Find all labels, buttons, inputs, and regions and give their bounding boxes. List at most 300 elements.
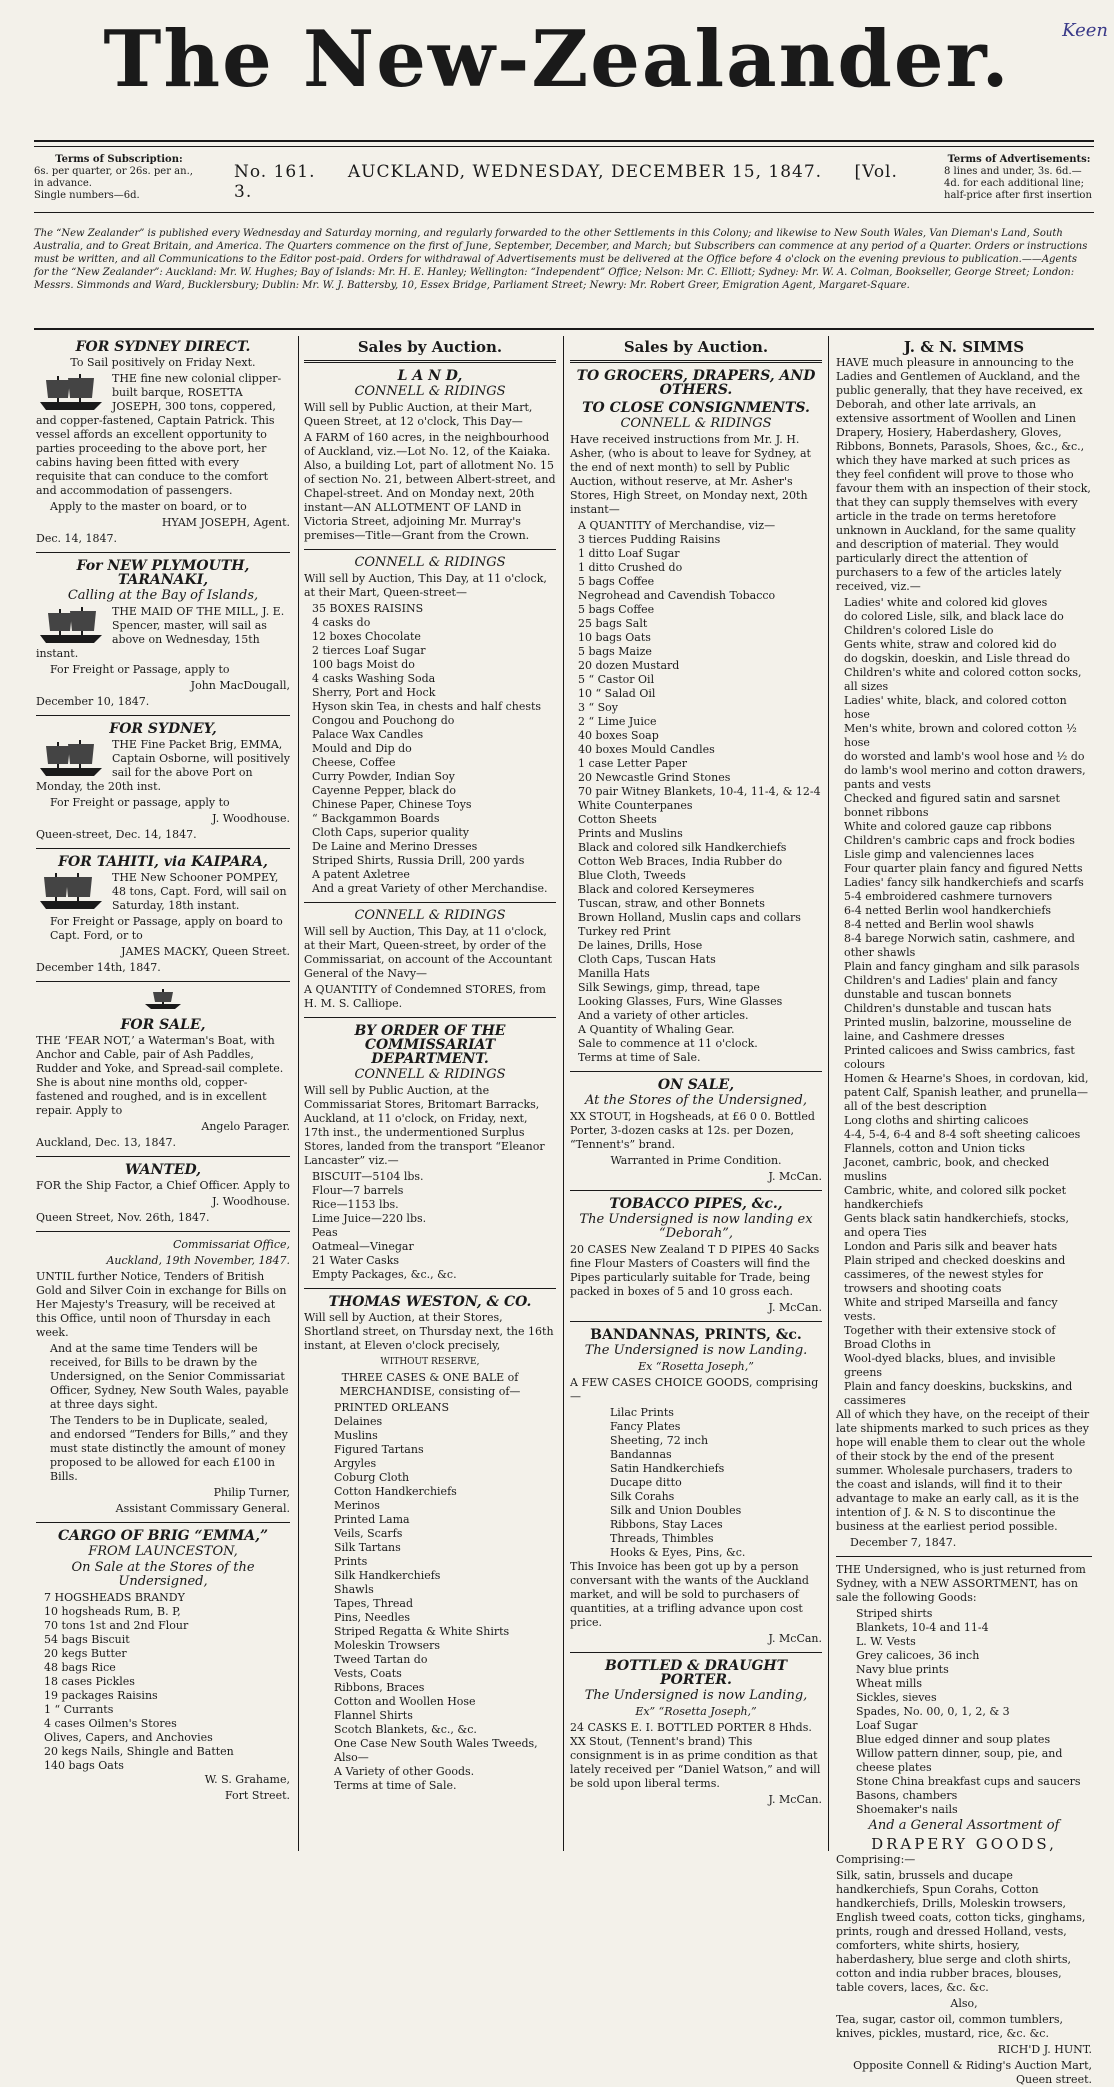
ad-date: Queen-street, Dec. 14, 1847.: [36, 828, 197, 841]
list-item: Checked and figured satin and sarsnet bonnet ribbons: [844, 792, 1060, 819]
ad-body: Will sell by Public Auction, at their Mart, Queen Street, at 12 o'clock, This Day—: [304, 401, 533, 428]
list-item: Black and colored silk Handkerchiefs: [578, 841, 787, 854]
advertisement-terms-line: 8 lines and under, 3s. 6d.—4d. for each additional line; half-price after first insertion: [944, 166, 1092, 201]
ad-office: Commissariat Office,: [172, 1238, 290, 1251]
list-item: Cheese, Coffee: [312, 756, 396, 769]
list-item: 18 cases Pickles: [44, 1675, 135, 1688]
ad-body: Warranted in Prime Condition.: [610, 1154, 782, 1167]
list-item: Silk Corahs: [610, 1490, 675, 1503]
list-item: Sherry, Port and Hock: [312, 686, 436, 699]
list-item: Flour—7 barrels: [312, 1184, 404, 1197]
list-item: 8-4 barege Norwich satin, cashmere, and other shawls: [844, 932, 1075, 959]
subscription-terms-line-2: Single numbers—6d.: [34, 190, 140, 201]
list-item: Children's cambric caps and frock bodies: [844, 834, 1075, 847]
list-item: Congou and Pouchong do: [312, 714, 455, 727]
ad-heading: CARGO OF BRIG “EMMA,”: [57, 1528, 269, 1544]
list-item: Cotton and Woollen Hose: [334, 1695, 476, 1708]
list-item: 3 “ Soy: [578, 701, 618, 714]
list-item: Fancy Plates: [610, 1420, 681, 1433]
ad-body: Tea, sugar, castor oil, common tumblers, knives, pickles, mustard, rice, &c. &c.: [836, 2013, 1063, 2040]
issue-place-date: AUCKLAND, WEDNESDAY, DECEMBER 15, 1847.: [347, 162, 823, 182]
list-item: A QUANTITY of Merchandise, viz—: [578, 519, 776, 532]
small-ship-icon: [36, 988, 290, 1014]
list-item: BISCUIT—5104 lbs.: [312, 1170, 424, 1183]
list-item: Vests, Coats: [334, 1667, 402, 1680]
list-item: Delaines: [334, 1415, 383, 1428]
ad-body: A FARM of 160 acres, in the neighbourhood of Auckland, viz.—Lot No. 12, of the Kaiaka. Also, a building Lot, part of allotment No. 15 of section No. 21, between Albert-street, and Chapel-street. And on Monday next, 20th instant—AN ALLOTMENT OF LAND in Victoria Street, adjoining Mr. Murray's premises—Title—Grant from the Crown.: [304, 431, 556, 542]
ad-body: Have received instructions from Mr. J. H. Asher, (who is about to leave for Sydney, at the end of next month) to sell by Public Auction, without reserve, at Mr. Asher's Stores, High Street, on Monday next, 20th instant—: [570, 433, 811, 516]
column-4: [836, 336, 1092, 2086]
list-item: do colored Lisle, silk, and black lace do: [844, 610, 1064, 623]
ship-icon: [36, 738, 106, 778]
ad-signature: W. S. Grahame,: [204, 1773, 290, 1786]
list-item: Scotch Blankets, &c., &c.: [334, 1723, 477, 1736]
list-item: Homen & Hearne's Shoes, in cordovan, kid, patent Calf, Spanish leather, and prunella—all of the best description: [844, 1072, 1089, 1113]
list-item: do lamb's wool merino and cotton drawers, pants and vests: [844, 764, 1086, 791]
list-item: PRINTED ORLEANS: [334, 1401, 450, 1414]
list-item: 5 bags Coffee: [578, 603, 655, 616]
ad-body: THE MAID OF THE MILL, J. E. Spencer, master, will sail as above on Wednesday, 15th instant.: [36, 605, 285, 660]
ad-separator: [304, 549, 556, 550]
ad-separator: [836, 1556, 1092, 1557]
list-item: 1 ditto Crushed do: [578, 561, 683, 574]
ad-body: Also,: [950, 1997, 978, 2010]
list-item: Ladies' white and colored kid gloves: [844, 596, 1048, 609]
list-item: Threads, Thimbles: [610, 1532, 714, 1545]
list-item: Striped shirts: [856, 1607, 933, 1620]
ad-heading: BY ORDER OF THE COMMISSARIAT DEPARTMENT.: [354, 1023, 506, 1067]
list-item: Printed calicoes and Swiss cambrics, fast colours: [844, 1044, 1075, 1071]
ad-body: Apply to the master on board, or to: [50, 500, 247, 513]
list-item: 40 boxes Mould Candles: [578, 743, 715, 756]
ad-subheading: TO CLOSE CONSIGNMENTS.: [582, 400, 810, 416]
ad-heading: FOR SYDNEY,: [109, 721, 217, 737]
subscription-terms-line-1: 6s. per quarter, or 26s. per an., in advance.: [34, 166, 193, 189]
ad-signature-title: Assistant Commissary General.: [115, 1502, 290, 1515]
ad-subheading: Ex” “Rosetta Joseph,”: [635, 1705, 757, 1718]
ad-separator: [304, 902, 556, 903]
list-item: 100 bags Moist do: [312, 658, 415, 671]
goods-list: [836, 1607, 1092, 1817]
list-item: Ribbons, Stay Laces: [610, 1518, 723, 1531]
list-item: Silk Handkerchiefs: [334, 1569, 441, 1582]
ad-body: And at the same time Tenders will be received, for Bills to be drawn by the Undersigned, on the Senior Commissariat Officer, Sydney, New South Wales, payable at three days sight.: [50, 1342, 289, 1411]
list-item: Children's white and colored cotton socks, all sizes: [844, 666, 1082, 693]
ad-subheading: To Sail positively on Friday Next.: [70, 356, 256, 369]
list-item: Prints and Muslins: [578, 827, 683, 840]
issue-line: [234, 162, 934, 202]
list-item: Navy blue prints: [856, 1663, 949, 1676]
list-item: Cotton Sheets: [578, 813, 657, 826]
list-item: 1 case Letter Paper: [578, 757, 688, 770]
goods-list: [304, 1170, 556, 1282]
list-item: 4 casks Washing Soda: [312, 672, 436, 685]
list-item: Lisle gimp and valenciennes laces: [844, 848, 1034, 861]
ad-date: Dec. 14, 1847.: [36, 532, 117, 545]
list-item: Plain and fancy gingham and silk parasols: [844, 960, 1080, 973]
ad-date: December 14th, 1847.: [36, 961, 161, 974]
ad-heading: J. & N. SIMMS: [903, 338, 1025, 356]
list-item: De Laine and Merino Dresses: [312, 840, 478, 853]
ad-separator: [570, 360, 822, 363]
auctioneer-name: CONNELL & RIDINGS: [354, 1067, 506, 1082]
list-item: 5 bags Maize: [578, 645, 652, 658]
advertisement-terms: [944, 154, 1094, 202]
list-item: Terms at time of Sale.: [334, 1779, 457, 1792]
ad-date: December 10, 1847.: [36, 695, 150, 708]
list-item: And a variety of other articles.: [578, 1009, 749, 1022]
ad-body: XX STOUT, in Hogsheads, at £6 0 0. Bottled Porter, 3-dozen casks at 12s. per Dozen, “Tennent's” brand.: [570, 1110, 815, 1151]
list-item: Flannel Shirts: [334, 1709, 413, 1722]
goods-list: [36, 1591, 290, 1773]
column-divider: [828, 336, 829, 1851]
list-item: 1 ditto Loaf Sugar: [578, 547, 680, 560]
list-item: 7 HOGSHEADS BRANDY: [44, 1591, 185, 1604]
list-item: Children's and Ladies' plain and fancy dunstable and tuscan bonnets: [844, 974, 1058, 1001]
column-divider: [298, 336, 299, 1851]
ad-body: THE Undersigned, who is just returned from Sydney, with a NEW ASSORTMENT, has on sale the following Goods:: [836, 1563, 1086, 1604]
list-item: Black and colored Kerseymeres: [578, 883, 755, 896]
ad-date: December 7, 1847.: [850, 1536, 957, 1549]
list-item: Ducape ditto: [610, 1476, 682, 1489]
ad-heading: ON SALE,: [657, 1077, 735, 1093]
list-item: Mould and Dip do: [312, 742, 412, 755]
top-rule-thin: [34, 146, 1094, 147]
list-item: Shawls: [334, 1583, 374, 1596]
list-item: Blue Cloth, Tweeds: [578, 869, 686, 882]
list-item: 20 dozen Mustard: [578, 659, 680, 672]
ad-body: UNTIL further Notice, Tenders of British Gold and Silver Coin in exchange for Bills on Her Majesty's Treasury, will be received at this Office, until noon of Thursday in each week.: [36, 1270, 287, 1339]
ad-signature: Philip Turner,: [213, 1486, 290, 1499]
list-item: Manilla Hats: [578, 967, 650, 980]
ad-body: FOR the Ship Factor, a Chief Officer. Apply to: [36, 1179, 290, 1192]
list-item: Hooks & Eyes, Pins, &c.: [610, 1546, 746, 1559]
list-item: Silk Sewings, gimp, thread, tape: [578, 981, 760, 994]
publication-notice: The “New Zealander” is published every Wednesday and Saturday morning, and regularly forwarded to the other Settlements in this Colony; and likewise to New South Wales, Van Dieman's Land, South Australia, and to Great Britain, and America. The Quarters commence on the first of June, September, December, and March; but Subscribers can commence at any period of a Quarter. Orders or instructions must be written, and all Communications to the Editor post-paid. Orders for withdrawal of Advertisements must be delivered at the Office before 4 o'clock on the evening previous to publication.——Agents for the “New Zealander”: Auckland: Mr. W. Hughes; Bay of Islands: Mr. H. E. Hanley; Wellington: “Independent” Office; Nelson: Mr. C. Elliott; Sydney: Mr. W. A. Colman, Bookseller, George Street; London: Messrs. Simmonds and Ward, Bucklersbury; Dublin: Mr. W. J. Battersby, 10, Essex Bridge, Parliament Street; Newry: Mr. Robert Greer, Emigration Agent, Margaret-Square.: [34, 228, 1088, 291]
list-item: Prints: [334, 1555, 368, 1568]
list-item: Rice—1153 lbs.: [312, 1198, 399, 1211]
ad-body: THE fine new colonial clipper-built barque, ROSETTA JOSEPH, 300 tons, coppered, and copper-fastened, Captain Patrick. This vessel affords an excellent opportunity to parties proceeding to the above port, her cabins having been fitted with every requisite that can conduce to the comfort and accommodation of passengers.: [36, 372, 282, 497]
list-item: Tweed Tartan do: [334, 1653, 428, 1666]
list-item: Turkey red Print: [578, 925, 671, 938]
ad-separator: [36, 715, 290, 716]
ad-separator: [304, 1017, 556, 1018]
list-item: Children's dunstable and tuscan hats: [844, 1002, 1052, 1015]
list-item: Tapes, Thread: [334, 1597, 414, 1610]
ad-subheading: The Undersigned is now Landing,: [584, 1688, 808, 1703]
list-item: Lime Juice—220 lbs.: [312, 1212, 427, 1225]
list-item: Wheat mills: [856, 1677, 923, 1690]
ad-heading: FOR SYDNEY DIRECT.: [75, 339, 251, 355]
subscription-terms-title: Terms of Subscription:: [55, 154, 183, 165]
ad-body: This Invoice has been got up by a person conversant with the wants of the Auckland market, and will be sold to purchasers of quantities, at a trifling advance upon cost price.: [570, 1560, 809, 1629]
list-item: Basons, chambers: [856, 1789, 958, 1802]
ad-subheading: Ex “Rosetta Joseph,”: [638, 1360, 754, 1373]
ad-office-date: Auckland, 19th November, 1847.: [106, 1254, 290, 1267]
ad-signature: RICH'D J. HUNT.: [997, 2043, 1092, 2056]
ad-body: Will sell by Auction, This Day, at 11 o'clock, at their Mart, Queen-street, by order of the Commissariat, on account of the Accountant General of the Navy—: [304, 925, 553, 980]
ad-subheading: The Undersigned is now landing ex “Deborah”,: [579, 1212, 813, 1241]
ad-body: Will sell by Auction, This Day, at 11 o'clock, at their Mart, Queen-street—: [304, 572, 547, 599]
ship-icon: [36, 871, 106, 911]
ad-body: All of which they have, on the receipt of their late shipments marked to such prices as they hope will enable them to clear out the whole of their stock by the end of the present summer. Wholesale purchasers, traders to the coast and islands, will find it to their advantage to make an early call, as it is the intention of J. & N. S to discontinue the business at the earliest period possible.: [836, 1408, 1090, 1533]
list-item: Ladies' fancy silk handkerchiefs and scarfs: [844, 876, 1084, 889]
list-item: Terms at time of Sale.: [578, 1051, 701, 1064]
list-item: A Quantity of Whaling Gear.: [578, 1023, 735, 1036]
auctioneer-name: CONNELL & RIDINGS: [354, 555, 506, 570]
ad-separator: [36, 981, 290, 982]
ad-date: Auckland, Dec. 13, 1847.: [36, 1136, 177, 1149]
ad-separator: [304, 360, 556, 363]
goods-list: [304, 602, 556, 896]
handwritten-note: Keen: [1062, 20, 1108, 41]
list-item: Plain and fancy doeskins, buckskins, and cassimeres: [844, 1380, 1073, 1407]
list-item: Loaf Sugar: [856, 1719, 918, 1732]
ad-body: HAVE much pleasure in announcing to the Ladies and Gentlemen of Auckland, and the public generally, that they have received, ex Deborah, and other late arrivals, an extensive assortment of Woollen and Linen Drapery, Hosiery, Haberdashery, Gloves, Ribbons, Bonnets, Parasols, Shoes, &c., &c., which they have marked at such prices as they feel confident will prove to those who favour them with an inspection of their stock, that they can supply themselves with every article in the trade on terms heretofore unknown in Auckland, for the same quality and description of material. They would particularly direct the attention of purchasers to a few of the articles lately received, viz.—: [836, 356, 1091, 593]
list-item: 4 cases Oilmen's Stores: [44, 1717, 177, 1730]
list-item: Blue edged dinner and soup plates: [856, 1733, 1051, 1746]
list-item: Long cloths and shirting calicoes: [844, 1114, 1029, 1127]
list-item: Ribbons, Braces: [334, 1681, 425, 1694]
list-item: Cloth Caps, superior quality: [312, 826, 470, 839]
ad-subheading: At the Stores of the Undersigned,: [584, 1093, 808, 1108]
list-item: Cloth Caps, Tuscan Hats: [578, 953, 716, 966]
list-item: Striped Regatta & White Shirts: [334, 1625, 510, 1638]
list-item: Willow pattern dinner, soup, pie, and cheese plates: [856, 1747, 1063, 1774]
list-item: Empty Packages, &c., &c.: [312, 1268, 457, 1281]
list-item: Curry Powder, Indian Soy: [312, 770, 455, 783]
ad-heading: WANTED,: [124, 1162, 202, 1178]
list-item: Bandannas: [610, 1448, 672, 1461]
list-item: Blankets, 10-4 and 11-4: [856, 1621, 989, 1634]
list-item: Pins, Needles: [334, 1611, 411, 1624]
ad-heading: DRAPERY GOODS,: [871, 1835, 1057, 1853]
list-item: Moleskin Trowsers: [334, 1639, 441, 1652]
top-rule: [34, 140, 1094, 142]
list-item: Striped Shirts, Russia Drill, 200 yards: [312, 854, 525, 867]
ad-subheading: And a General Assortment of: [868, 1818, 1060, 1833]
list-item: Lilac Prints: [610, 1406, 674, 1419]
ad-signature: J. McCan.: [768, 1793, 822, 1806]
list-item: Hyson skin Tea, in chests and half chests: [312, 700, 542, 713]
list-item: Chinese Paper, Chinese Toys: [312, 798, 472, 811]
ad-body: 20 CASES New Zealand T D PIPES 40 Sacks fine Flour Masters of Coasters will find the Pipes particularly suitable for Trade, being packed in boxes of 5 and 10 gross each.: [570, 1243, 820, 1298]
ad-heading: FOR TAHITI, via KAIPARA,: [58, 854, 268, 870]
list-item: Printed muslin, balzorine, mousseline de laine, and Cashmere dresses: [844, 1016, 1072, 1043]
list-item: 70 pair Witney Blankets, 10-4, 11-4, & 12-4: [578, 785, 821, 798]
list-item: And a great Variety of other Merchandise.: [312, 882, 548, 895]
list-item: Argyles: [334, 1457, 377, 1470]
list-item: 12 boxes Chocolate: [312, 630, 421, 643]
section-heading: Sales by Auction.: [623, 338, 769, 356]
ad-separator: [304, 1288, 556, 1289]
ad-subheading: FROM LAUNCESTON,: [88, 1544, 238, 1559]
ad-body: THE ‘FEAR NOT,’ a Waterman's Boat, with Anchor and Cable, pair of Ash Paddles, Rudder and Yoke, and Spread-sail complete. She is about nine months old, copper-fastened and roughed, and is in excellent repair. Apply to: [36, 1034, 284, 1117]
ad-signature: J. McCan.: [768, 1170, 822, 1183]
list-item: Cambric, white, and colored silk pocket handkerchiefs: [844, 1184, 1066, 1211]
list-item: Looking Glasses, Furs, Wine Glasses: [578, 995, 783, 1008]
ad-heading: TOBACCO PIPES, &c.,: [609, 1196, 783, 1212]
ad-signature: John MacDougall,: [190, 679, 290, 692]
list-item: Four quarter plain fancy and figured Netts: [844, 862, 1083, 875]
subscription-terms: [34, 154, 204, 202]
auctioneer-name: CONNELL & RIDINGS: [620, 416, 772, 431]
list-item: 6-4 netted Berlin wool handkerchiefs: [844, 904, 1052, 917]
list-item: Merinos: [334, 1499, 380, 1512]
list-item: 140 bags Oats: [44, 1759, 124, 1772]
ad-body: A QUANTITY of Condemned STORES, from H. M. S. Calliope.: [304, 983, 546, 1010]
list-item: Olives, Capers, and Anchovies: [44, 1731, 213, 1744]
ad-body: THREE CASES & ONE BALE of MERCHANDISE, consisting of—: [339, 1371, 521, 1398]
ad-body: 24 CASKS E. I. BOTTLED PORTER 8 Hhds. XX Stout, (Tennent's brand) This consignment is in as prime condition as that lately received per “Daniel Watson,” and will be sold upon liberal terms.: [570, 1721, 821, 1790]
list-item: Children's colored Lisle do: [844, 624, 994, 637]
ad-body: Silk, satin, brussels and ducape handkerchiefs, Spun Corahs, Cotton handkerchiefs, Drills, Moleskin trowsers, English tweed coats, cotton ticks, ginghams, prints, rough and dressed Holland, vests, comforters, white shirts, hosiery, haberdashery, blue serge and cloth shirts, cotton and india rubber braces, blouses, table covers, laces, &c. &c.: [836, 1869, 1086, 1994]
list-item: Gents black satin handkerchiefs, stocks, and opera Ties: [844, 1212, 1069, 1239]
list-item: London and Paris silk and beaver hats: [844, 1240, 1058, 1253]
list-item: One Case New South Wales Tweeds,: [334, 1737, 538, 1750]
list-item: Coburg Cloth: [334, 1471, 410, 1484]
list-item: Printed Lama: [334, 1513, 410, 1526]
list-item: Muslins: [334, 1429, 378, 1442]
ad-heading: THOMAS WESTON, & CO.: [328, 1294, 532, 1310]
list-item: 5-4 embroidered cashmere turnovers: [844, 890, 1053, 903]
list-item: 25 bags Salt: [578, 617, 648, 630]
masthead-title: The New-Zealander.: [103, 14, 1011, 105]
goods-list: [570, 1406, 822, 1560]
issue-volume: [Vol. 3.: [234, 162, 898, 202]
list-item: Tuscan, straw, and other Bonnets: [578, 897, 765, 910]
list-item: 19 packages Raisins: [44, 1689, 158, 1702]
list-item: 5 bags Coffee: [578, 575, 655, 588]
ad-body: For Freight or Passage, apply to: [50, 663, 230, 676]
ad-signature-place: Opposite Connell & Riding's Auction Mart, Queen street.: [853, 2059, 1092, 2086]
ad-heading: For NEW PLYMOUTH, TARANAKI,: [76, 558, 250, 588]
list-item: Shoemaker's nails: [856, 1803, 958, 1816]
ad-separator: [570, 1071, 822, 1072]
list-item: Silk and Union Doubles: [610, 1504, 742, 1517]
list-item: Palace Wax Candles: [312, 728, 424, 741]
list-item: 8-4 netted and Berlin wool shawls: [844, 918, 1034, 931]
ad-body: THE New Schooner POMPEY, 48 tons, Capt. Ford, will sail on Saturday, 18th instant.: [112, 871, 287, 912]
ad-body: Comprising:—: [836, 1853, 916, 1866]
ad-separator: [36, 1522, 290, 1523]
list-item: Silk Tartans: [334, 1541, 401, 1554]
list-item: Negrohead and Cavendish Tobacco: [578, 589, 776, 602]
ad-separator: [36, 1156, 290, 1157]
auctioneer-name: CONNELL & RIDINGS: [354, 908, 506, 923]
ad-body: The Tenders to be in Duplicate, sealed, and endorsed “Tenders for Bills,” and they must state distinctly the amount of money proposed to be allowed for each £100 in Bills.: [50, 1414, 288, 1483]
ad-subheading: The Undersigned is now Landing.: [584, 1343, 808, 1358]
list-item: Sale to commence at 11 o'clock.: [578, 1037, 758, 1050]
ad-heading: FOR SALE,: [120, 1017, 206, 1033]
list-item: Jaconet, cambric, book, and checked muslins: [844, 1156, 1050, 1183]
ad-signature: J. Woodhouse.: [212, 1195, 290, 1208]
ad-date: Queen Street, Nov. 26th, 1847.: [36, 1211, 210, 1224]
column-1: [36, 336, 290, 1851]
list-item: 70 tons 1st and 2nd Flour: [44, 1619, 189, 1632]
ad-separator: [570, 1321, 822, 1322]
list-item: 20 kegs Butter: [44, 1647, 127, 1660]
ad-body: A FEW CASES CHOICE GOODS, comprising—: [570, 1376, 819, 1403]
list-item: Peas: [312, 1226, 338, 1239]
list-item: do dogskin, doeskin, and Lisle thread do: [844, 652, 1071, 665]
list-item: Also—: [334, 1751, 369, 1764]
ad-signature: HYAM JOSEPH, Agent.: [161, 516, 290, 529]
list-item: De laines, Drills, Hose: [578, 939, 703, 952]
list-item: White and colored gauze cap ribbons: [844, 820, 1052, 833]
list-item: do worsted and lamb's wool hose and ½ do: [844, 750, 1085, 763]
list-item: 35 BOXES RAISINS: [312, 602, 424, 615]
list-item: A patent Axletree: [312, 868, 410, 881]
goods-list: [304, 1401, 556, 1793]
ad-separator: [36, 552, 290, 553]
list-item: 4-4, 5-4, 6-4 and 8-4 soft sheeting calicoes: [844, 1128, 1081, 1141]
ad-signature: J. McCan.: [768, 1301, 822, 1314]
ad-subheading: On Sale at the Stores of the Undersigned,: [71, 1560, 255, 1589]
ad-body: Will sell by Auction, at their Stores, Shortland street, on Thursday next, the 16th instant, at Eleven o'clock precisely,: [304, 1311, 554, 1352]
ad-separator: [36, 1231, 290, 1232]
ad-subheading: Calling at the Bay of Islands,: [67, 588, 259, 603]
ad-heading: BOTTLED & DRAUGHT PORTER.: [604, 1658, 788, 1688]
ad-heading: BANDANNAS, PRINTS, &c.: [590, 1327, 802, 1343]
list-item: Veils, Scarfs: [334, 1527, 403, 1540]
list-item: 20 kegs Nails, Shingle and Batten: [44, 1745, 234, 1758]
list-item: 48 bags Rice: [44, 1661, 116, 1674]
ad-separator: [570, 1652, 822, 1653]
list-item: 3 tierces Pudding Raisins: [578, 533, 721, 546]
intro-rule: [34, 328, 1094, 330]
column-divider: [563, 336, 564, 1851]
list-item: 2 “ Lime Juice: [578, 715, 657, 728]
list-item: Spades, No. 00, 0, 1, 2, & 3: [856, 1705, 1010, 1718]
dateline: [34, 152, 1094, 202]
list-item: Cotton Handkerchiefs: [334, 1485, 457, 1498]
goods-list: [570, 519, 822, 1065]
list-item: 1 “ Currants: [44, 1703, 114, 1716]
list-item: Wool-dyed blacks, blues, and invisible greens: [844, 1352, 1056, 1379]
list-item: 20 Newcastle Grind Stones: [578, 771, 731, 784]
ad-body: WITHOUT RESERVE,: [380, 1357, 480, 1367]
ad-heading: L A N D,: [397, 368, 463, 384]
auctioneer-name: CONNELL & RIDINGS: [354, 384, 506, 399]
list-item: Brown Holland, Muslin caps and collars: [578, 911, 801, 924]
list-item: White Counterpanes: [578, 799, 693, 812]
ship-icon: [36, 372, 106, 412]
ad-separator: [570, 1190, 822, 1191]
ad-signature: J. McCan.: [768, 1632, 822, 1645]
list-item: Ladies' white, black, and colored cotton hose: [844, 694, 1067, 721]
list-item: “ Backgammon Boards: [312, 812, 440, 825]
list-item: Men's white, brown and colored cotton ½ hose: [844, 722, 1077, 749]
ad-heading: TO GROCERS, DRAPERS, AND OTHERS.: [576, 368, 816, 398]
list-item: A Variety of other Goods.: [334, 1765, 475, 1778]
ad-signature: Angelo Parager.: [201, 1120, 290, 1133]
goods-list: [836, 596, 1092, 1408]
list-item: Figured Tartans: [334, 1443, 424, 1456]
ship-icon: [36, 605, 106, 645]
list-item: L. W. Vests: [856, 1635, 916, 1648]
ad-body: THE Fine Packet Brig, EMMA, Captain Osborne, will positively sail for the above Port on Monday, the 20th inst.: [36, 738, 290, 793]
ad-signature-place: Fort Street.: [225, 1789, 290, 1802]
ad-body: For Freight or passage, apply to: [50, 796, 230, 809]
list-item: Together with their extensive stock of Broad Cloths in: [844, 1324, 1056, 1351]
dateline-rule: [34, 212, 1094, 213]
list-item: 5 “ Castor Oil: [578, 673, 655, 686]
ad-body: For Freight or Passage, apply on board to Capt. Ford, or to: [50, 915, 283, 942]
ad-separator: [36, 848, 290, 849]
list-item: 2 tierces Loaf Sugar: [312, 644, 426, 657]
list-item: White and striped Marseilla and fancy vests.: [844, 1296, 1058, 1323]
